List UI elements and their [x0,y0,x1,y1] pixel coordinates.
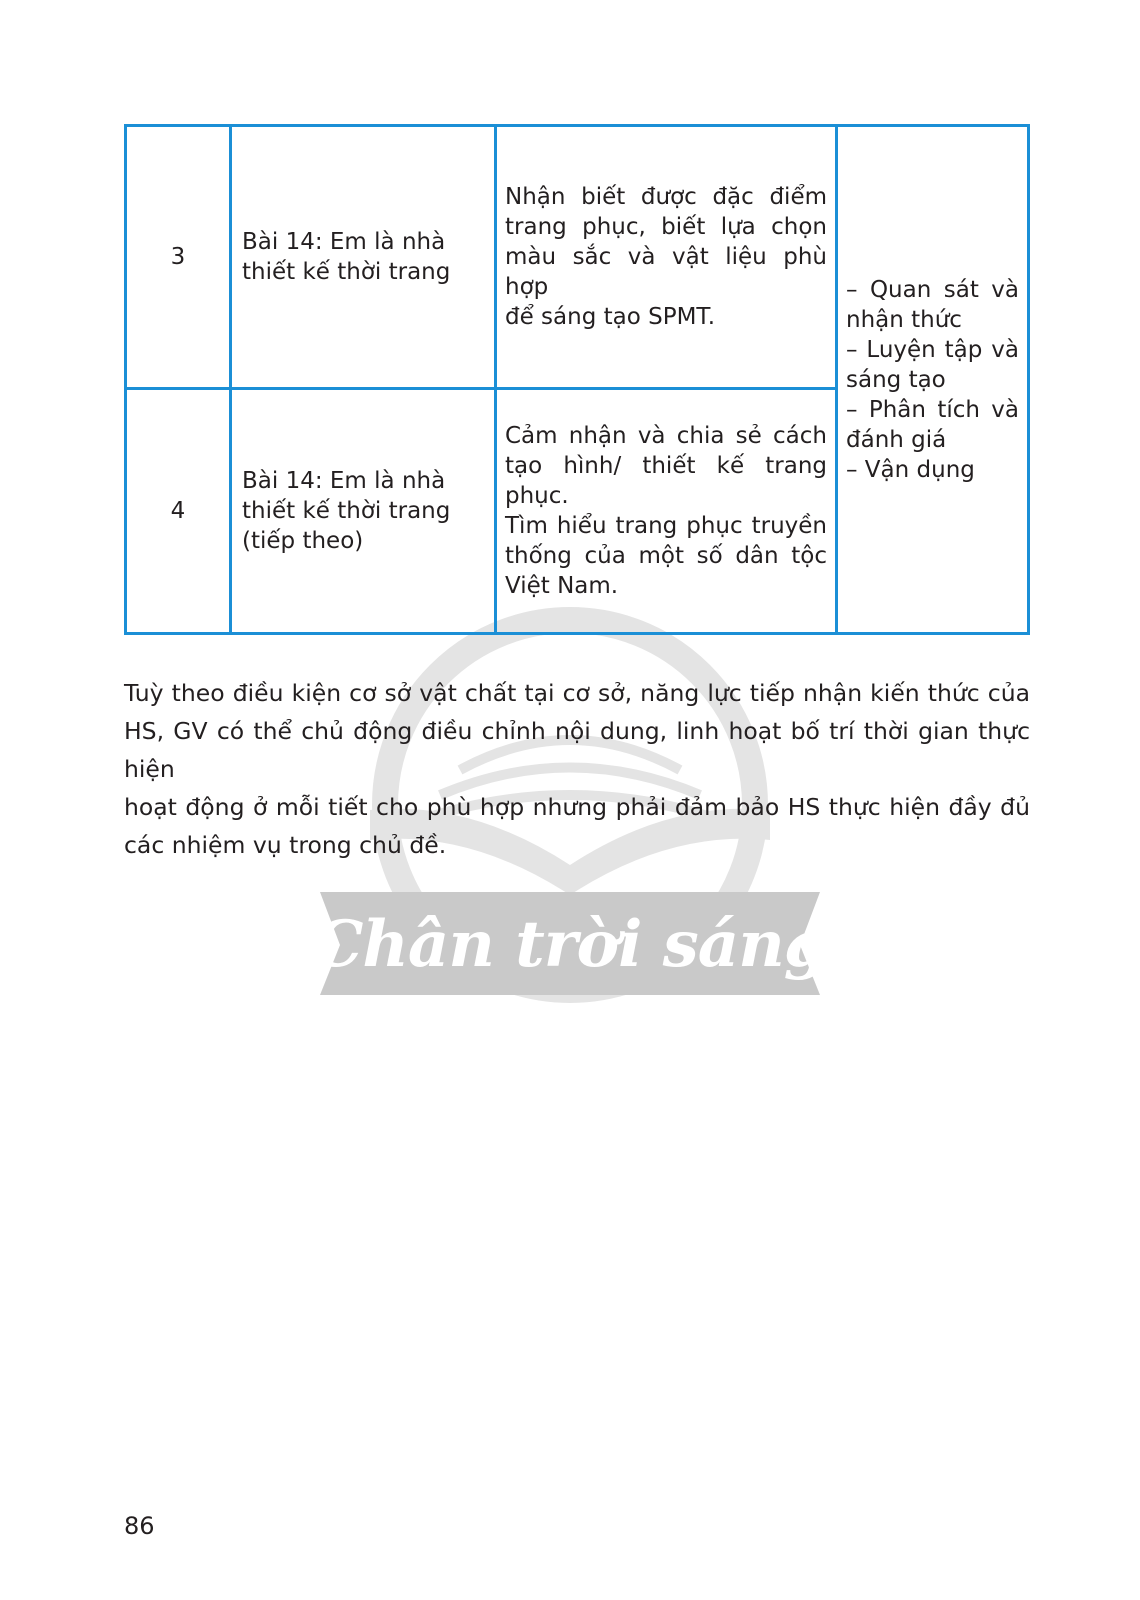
lesson-title-cell [231,126,496,389]
lesson-goal-cell [496,389,837,634]
lesson-goal-line: Cảm nhận và chia sẻ cách [505,423,827,449]
paragraph-line: Tuỳ theo điều kiện cơ sở vật chất tại cơ sở, năng lực tiếp nhận kiến thức của [124,679,1030,707]
lesson-goal-line: để sáng tạo SPMT. [505,304,716,330]
lesson-title-line: Bài 14: Em là nhà [242,468,446,494]
lesson-goal-line: Nhận biết được đặc điểm [505,184,827,210]
lesson-title-cell [231,389,496,634]
method-line: đánh giá [846,426,947,453]
row-number-cell: 3 [126,126,231,389]
method-line: – Vận dụng [846,456,975,483]
lesson-goal-line: Tìm hiểu trang phục truyền [505,513,827,539]
lesson-goal-cell [496,126,837,389]
method-line: – Phân tích và [846,396,1019,423]
lesson-title-line: thiết kế thời trang [242,259,451,285]
row-number-cell: 4 [126,389,231,634]
paragraph-line: HS, GV có thể chủ động điều chỉnh nội dung, linh hoạt bố trí thời gian thực hiện [124,717,1030,783]
method-line: – Luyện tập và [846,336,1019,363]
lesson-goal-line: tạo hình/ thiết kế trang phục. [505,453,827,509]
lesson-goal-line: thống của một số dân tộc [505,543,827,569]
watermark-text: Chân trời sáng tạo [312,907,828,1072]
lesson-plan-table [124,124,1030,635]
method-line: – Quan sát và [846,276,1019,303]
method-line: sáng tạo [846,366,946,393]
lesson-goal-line: Việt Nam. [505,573,619,599]
lesson-goal-line: màu sắc và vật liệu phù hợp [505,244,827,300]
method-line: nhận thức [846,306,962,333]
page-number: 86 [124,1512,155,1540]
paragraph-line: hoạt động ở mỗi tiết cho phù hợp nhưng phải đảm bảo HS thực hiện đầy đủ [124,793,1030,821]
lesson-title-line: Bài 14: Em là nhà [242,229,446,255]
body-paragraph [124,674,1030,864]
lesson-title-line: (tiếp theo) [242,528,364,554]
paragraph-line: các nhiệm vụ trong chủ đề. [124,831,447,859]
teaching-methods-cell [837,126,1029,634]
table-row [126,126,1029,389]
lesson-goal-line: trang phục, biết lựa chọn [505,214,827,240]
lesson-title-line: thiết kế thời trang [242,498,451,524]
